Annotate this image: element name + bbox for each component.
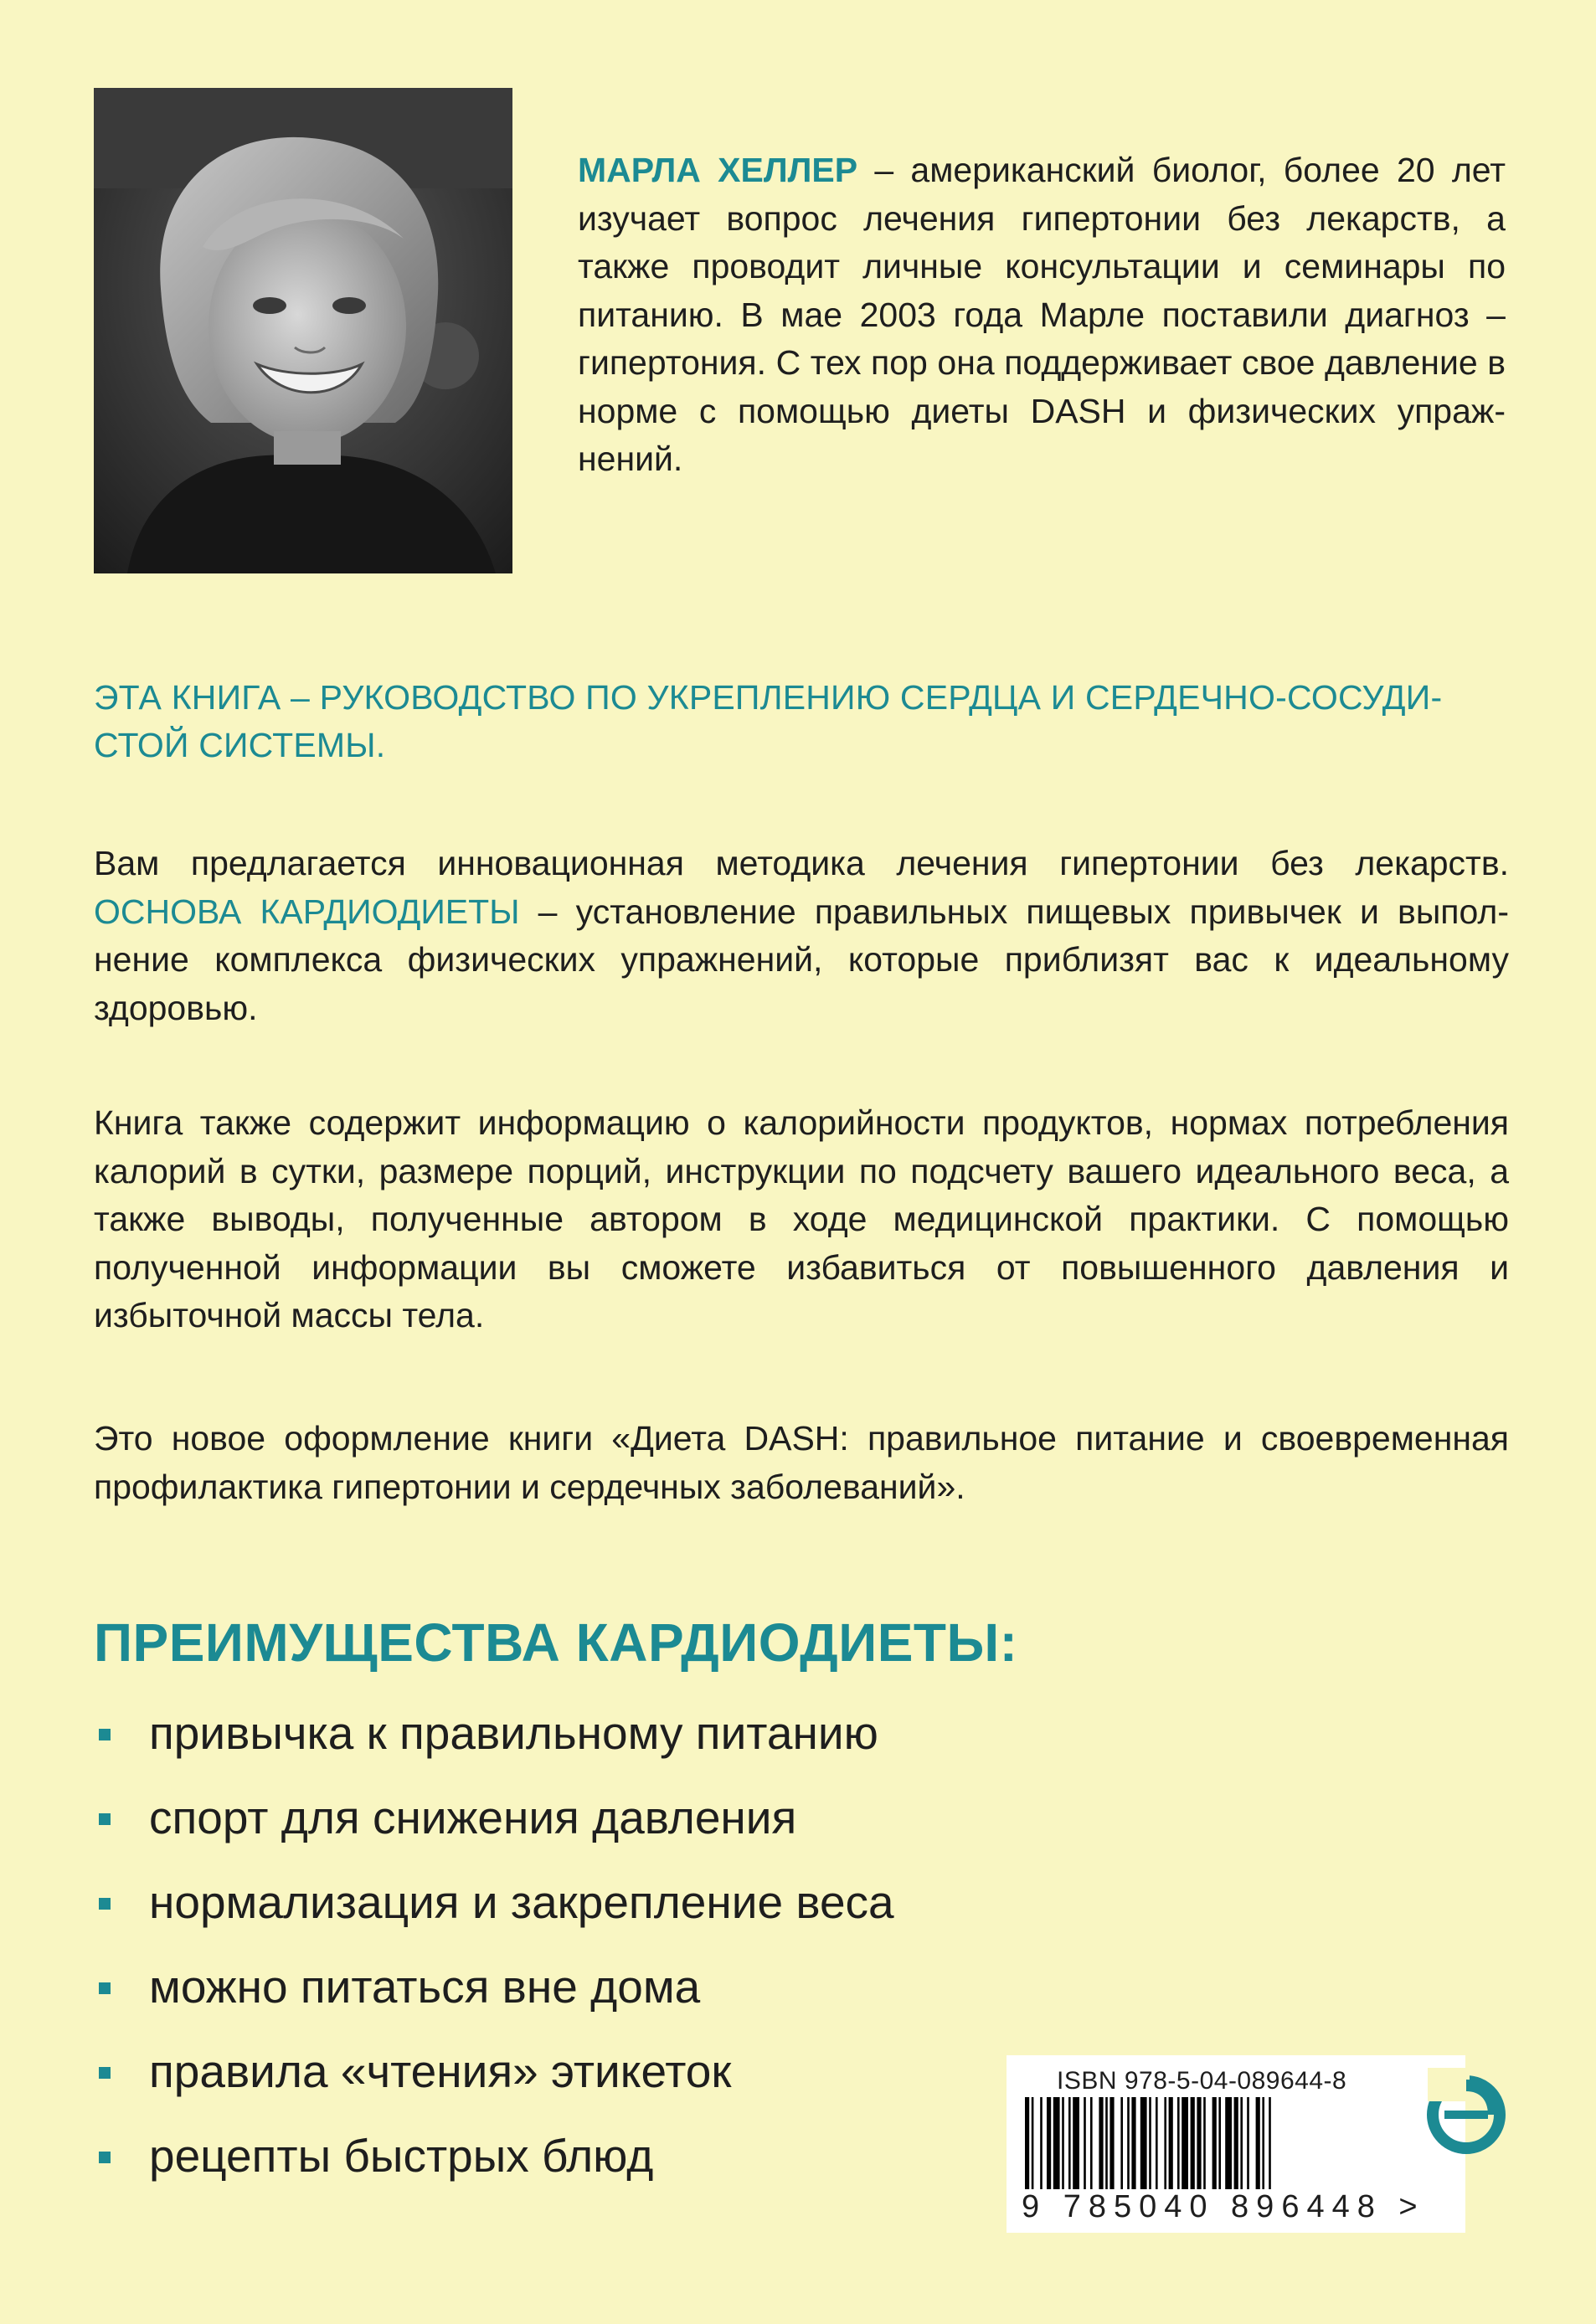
advantage-label: правила «чтения» этикеток xyxy=(149,2045,732,2097)
advantage-label: рецепты быстрых блюд xyxy=(149,2130,654,2182)
advantage-label: спорт для снижения давления xyxy=(149,1792,797,1843)
publisher-logo-icon xyxy=(1419,2068,1513,2162)
barcode-bar xyxy=(1156,2097,1158,2189)
barcode-bar xyxy=(1212,2097,1217,2189)
author-photo xyxy=(94,88,512,573)
advantage-item xyxy=(94,2042,894,2126)
paragraph-1-highlight: ОСНОВА КАРДИОДИЕТЫ xyxy=(94,892,520,931)
barcode-bar xyxy=(1140,2097,1147,2189)
barcode-bar xyxy=(1120,2097,1123,2189)
barcode-bar xyxy=(1191,2097,1195,2189)
barcode-bar xyxy=(1040,2097,1043,2189)
bullet-square-icon xyxy=(99,2067,111,2079)
bullet-square-icon xyxy=(99,1729,111,1740)
advantage-item xyxy=(94,1704,894,1788)
barcode-bar xyxy=(1084,2097,1086,2189)
paragraph-1-intro: Вам предлагается инновационная методика лечения гипертонии без лекарств. xyxy=(94,844,1509,882)
advantage-label: нормализация и закрепление веса xyxy=(149,1876,894,1928)
paragraph-1-rest: – установление правильных пищевых привычек и выполнение комплекса физических упражнений, которые приблизят вас к идеальному здоровью. xyxy=(94,892,1509,1027)
author-bio xyxy=(578,147,1506,484)
author-name: МАРЛА ХЕЛЛЕР xyxy=(578,151,858,189)
barcode-bar xyxy=(1047,2097,1051,2189)
barcode-bar xyxy=(1025,2097,1029,2189)
bullet-square-icon xyxy=(99,1898,111,1910)
barcode-bar xyxy=(1256,2097,1260,2189)
barcode-digits: 9 785040 896448 > xyxy=(1022,2189,1425,2224)
barcode-bar xyxy=(1131,2097,1135,2189)
barcode-bar xyxy=(1262,2097,1264,2189)
advantage-label: привычка к правильному питанию xyxy=(149,1707,878,1759)
barcode-bar xyxy=(1073,2097,1079,2189)
barcode-bar xyxy=(1109,2097,1114,2189)
description-paragraph-3: Это новое оформление книги «Диета DASH: правильное питание и своевременная профилактика гипертонии и сердечных заболеваний». xyxy=(94,1419,1509,1506)
author-bio-text: – американский биолог, более 20 лет изучает вопрос лечения гипертонии без лекарств, а также проводит личные консультации и семинары по питанию. В мае 2003 года Марле поставили диагноз – гипертония. С тех пор она поддерживает свое давление в норме с помощью диеты DASH и физических упражнений. xyxy=(578,151,1506,478)
barcode-bar xyxy=(1105,2097,1108,2189)
barcode-bar xyxy=(1177,2097,1180,2189)
barcode-bar xyxy=(1127,2097,1130,2189)
book-lead-statement: ЭТА КНИГА – РУКОВОДСТВО ПО УКРЕПЛЕНИЮ СЕРДЦА И СЕРДЕЧНО-СОСУДИСТОЙ СИСТЕМЫ. xyxy=(94,678,1443,764)
barcode-bar xyxy=(1053,2097,1060,2189)
description-paragraph-2: Книга также содержит информацию о калорийности продуктов, нормах потребления калорий в сутки, размере порций, инструкции по подсчету вашего идеального веса, а также выводы, полученные автором в ходе медицинской практики. С помощью полученной информации вы сможете избавиться от повышенного давления и избыточной массы тела. xyxy=(94,1103,1509,1334)
barcode-bar xyxy=(1099,2097,1103,2189)
bullet-square-icon xyxy=(99,2152,111,2163)
advantages-list xyxy=(94,1704,894,2211)
barcode-bar xyxy=(1218,2097,1221,2189)
advantage-item xyxy=(94,1957,894,2042)
barcode-bar xyxy=(1164,2097,1166,2189)
advantages-title: ПРЕИМУЩЕСТВА КАРДИОДИЕТЫ: xyxy=(94,1612,1018,1673)
advantage-item xyxy=(94,1788,894,1873)
advantage-item xyxy=(94,2126,894,2211)
bullet-square-icon xyxy=(99,1982,111,1994)
barcode-bar xyxy=(1269,2097,1271,2189)
barcode-bar xyxy=(1169,2097,1173,2189)
bullet-square-icon xyxy=(99,1813,111,1825)
barcode-bar xyxy=(1247,2097,1249,2189)
barcode-bar xyxy=(1197,2097,1201,2189)
barcode-bar xyxy=(1032,2097,1034,2189)
barcode-bar xyxy=(1068,2097,1071,2189)
barcode-bar xyxy=(1203,2097,1206,2189)
author-portrait-image xyxy=(94,88,512,573)
advantage-item xyxy=(94,1873,894,1957)
isbn-number: ISBN 978-5-04-089644-8 xyxy=(1057,2067,1347,2095)
barcode-bars xyxy=(1025,2097,1418,2189)
barcode-bar xyxy=(1062,2097,1064,2189)
barcode-bar xyxy=(1234,2097,1238,2189)
barcode-bar xyxy=(1182,2097,1188,2189)
advantage-label: можно питаться вне дома xyxy=(149,1961,701,2013)
barcode-bar xyxy=(1240,2097,1243,2189)
isbn-barcode xyxy=(1007,2055,1465,2233)
barcode-bar xyxy=(1149,2097,1151,2189)
description-paragraph-1 xyxy=(94,840,1509,1032)
barcode-bar xyxy=(1225,2097,1232,2189)
barcode-bar xyxy=(1090,2097,1093,2189)
